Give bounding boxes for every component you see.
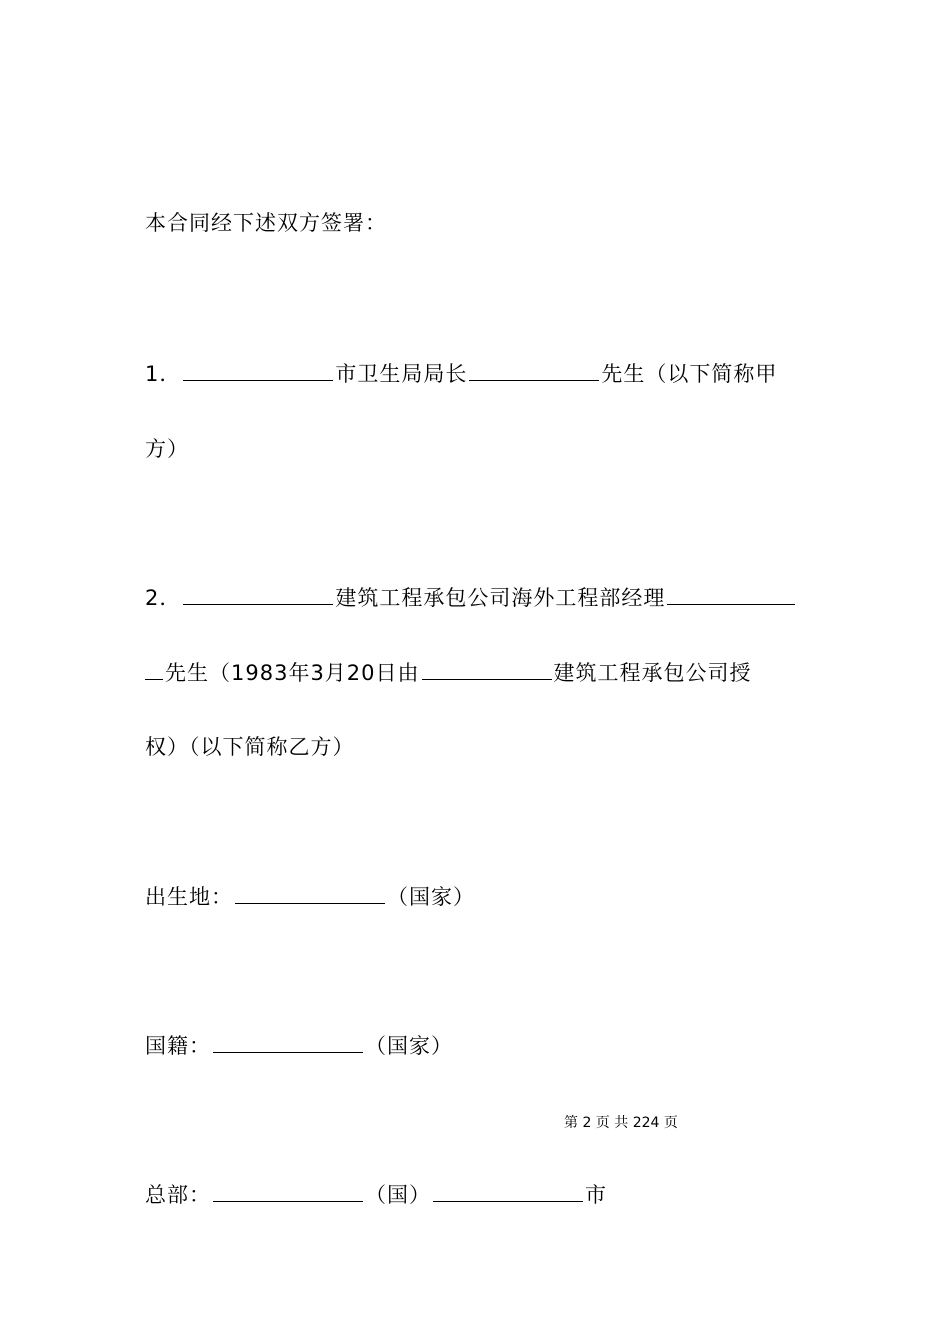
party2-line-3 [145, 733, 355, 761]
headquarters-city-blank [433, 1181, 583, 1202]
party2-authorizer-text: 建筑工程承包公司授 [553, 661, 752, 685]
party2-date-text: 先生（1983年3月20日由 [165, 661, 420, 685]
party2-line-2 [145, 659, 752, 687]
birthplace-label: 出生地： [145, 885, 233, 909]
intro-line [145, 209, 387, 237]
headquarters-mid: （国） [365, 1183, 431, 1207]
party1-line-1 [145, 360, 777, 388]
nationality-blank [213, 1032, 363, 1053]
headquarters-line [145, 1181, 607, 1209]
party2-authorizer-blank [422, 659, 552, 680]
party2-suffix: 权）（以下简称乙方） [145, 735, 355, 759]
page-number-footer [564, 1113, 678, 1133]
party1-suffix-cont: 方） [145, 437, 189, 461]
party1-name-blank [469, 360, 599, 381]
party1-line-2 [145, 435, 189, 463]
nationality-line [145, 1032, 453, 1060]
party2-line-1 [145, 584, 797, 612]
page-number: 第 2 页 共 224 页 [564, 1115, 678, 1131]
party1-number: 1． [145, 362, 182, 386]
headquarters-label: 总部： [145, 1183, 211, 1207]
party2-name-blank [667, 584, 795, 605]
party2-number: 2． [145, 586, 182, 610]
birthplace-suffix: （国家） [387, 885, 475, 909]
nationality-label: 国籍： [145, 1034, 211, 1058]
headquarters-suffix: 市 [585, 1183, 607, 1207]
party1-city-blank [183, 360, 333, 381]
headquarters-country-blank [213, 1181, 363, 1202]
party1-title: 市卫生局局长 [335, 362, 468, 386]
birthplace-blank [235, 883, 385, 904]
nationality-suffix: （国家） [365, 1034, 453, 1058]
party2-title: 建筑工程承包公司海外工程部经理 [335, 586, 666, 610]
party1-suffix: 先生（以下简称甲 [601, 362, 778, 386]
party2-company-blank [183, 584, 333, 605]
intro-text: 本合同经下述双方签署： [145, 211, 387, 235]
party2-name-blank-cont [145, 659, 163, 680]
birthplace-line [145, 883, 475, 911]
